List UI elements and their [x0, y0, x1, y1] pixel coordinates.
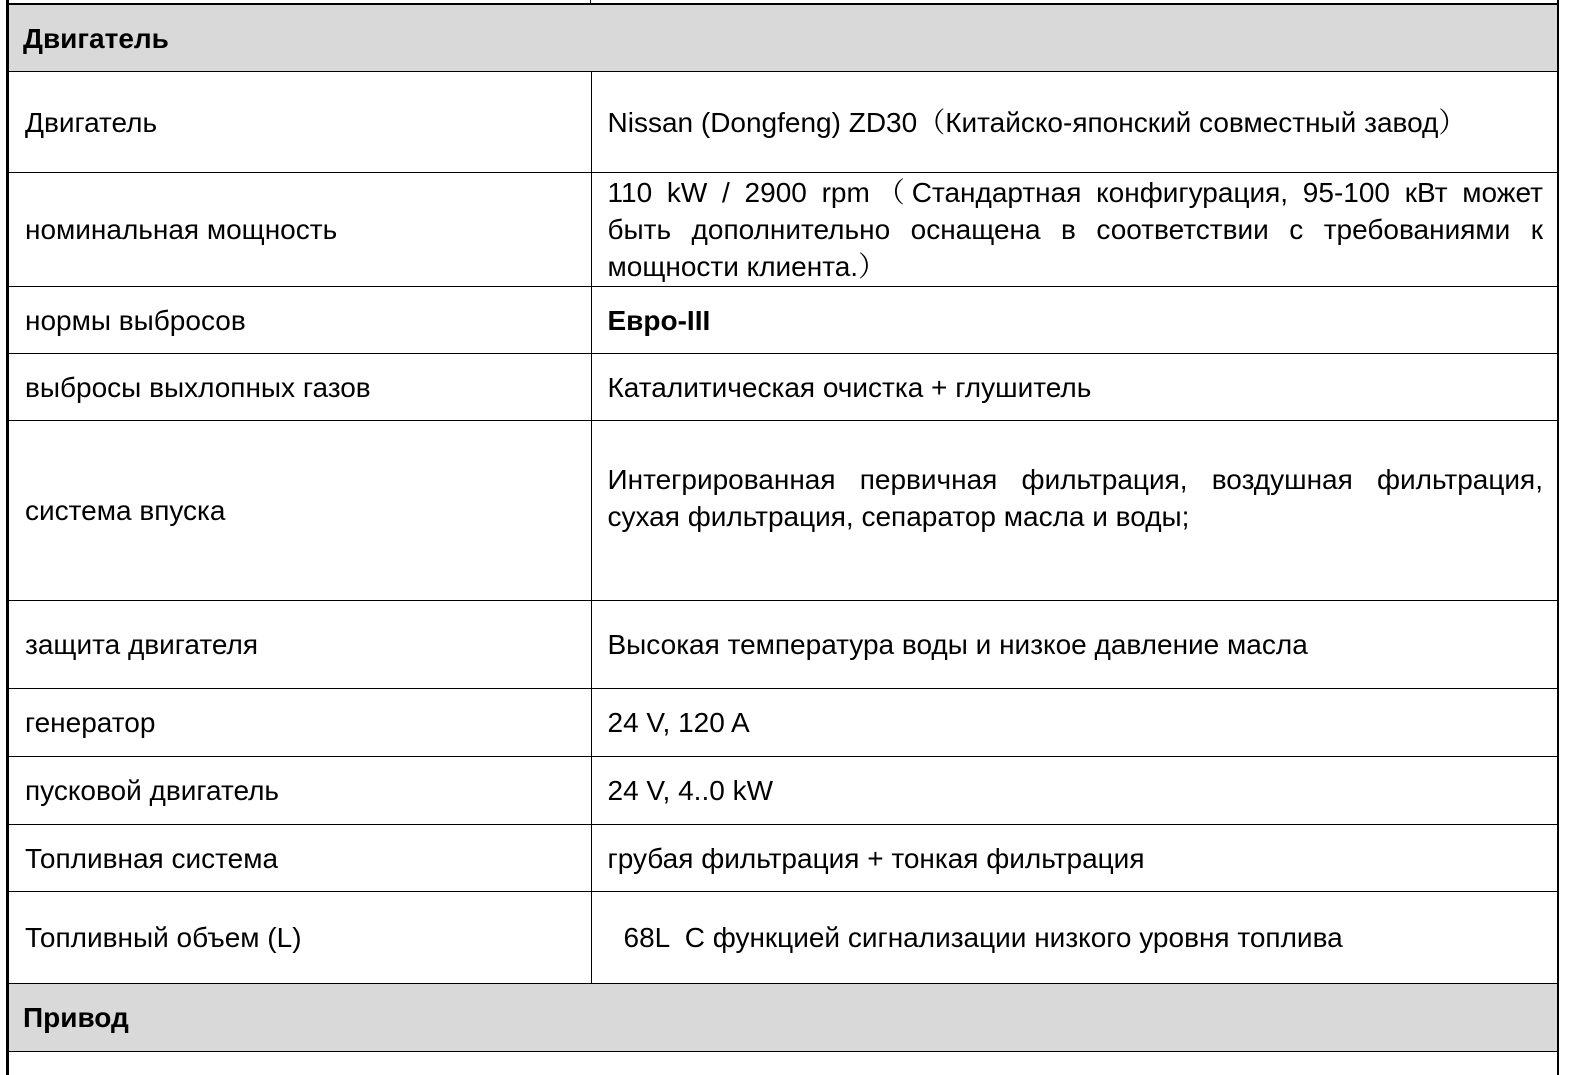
- section-header-drive: [9, 984, 1557, 1052]
- engine-spec-table: [9, 4, 1557, 1052]
- spec-label: Топливная система: [9, 825, 591, 892]
- table-row: [9, 72, 1557, 173]
- table-row: [9, 825, 1557, 892]
- table-row: [9, 421, 1557, 601]
- section-header-engine: [9, 5, 1557, 72]
- table-row: [9, 892, 1557, 984]
- spec-value: Каталитическая очистка + глушитель: [591, 354, 1557, 421]
- spec-value: грубая фильтрация + тонкая фильтрация: [591, 825, 1557, 892]
- spec-label: выбросы выхлопных газов: [9, 354, 591, 421]
- spec-value: Высокая температура воды и низкое давление масла: [591, 601, 1557, 689]
- section-title: Привод: [9, 984, 1557, 1052]
- spec-label: нормы выбросов: [9, 287, 591, 354]
- spec-label: пусковой двигатель: [9, 757, 591, 825]
- spec-value: 24 V, 120 A: [591, 689, 1557, 757]
- table-row: [9, 601, 1557, 689]
- spec-label: система впуска: [9, 421, 591, 601]
- table-row: [9, 287, 1557, 354]
- spec-value: Интегрированная первичная фильтрация, воздушная фильтрация, сухая фильтрация, сепаратор масла и воды;: [591, 421, 1557, 601]
- spec-label: генератор: [9, 689, 591, 757]
- spec-sheet: [6, 0, 1559, 1075]
- spec-value: 68L С функцией сигнализации низкого уровня топлива: [591, 892, 1557, 984]
- spec-label: Топливный объем (L): [9, 892, 591, 984]
- table-row: [9, 173, 1557, 287]
- table-row: [9, 354, 1557, 421]
- spec-label: Двигатель: [9, 72, 591, 173]
- spec-value: Евро-III: [591, 287, 1557, 354]
- table-row: [9, 689, 1557, 757]
- spec-value: Nissan (Dongfeng) ZD30（Китайско-японский совместный завод）: [591, 72, 1557, 173]
- spec-label: защита двигателя: [9, 601, 591, 689]
- spec-value: 24 V, 4..0 kW: [591, 757, 1557, 825]
- spec-label: номинальная мощность: [9, 173, 591, 287]
- section-title: Двигатель: [9, 5, 1557, 72]
- spec-value: 110 kW / 2900 rpm（Стандартная конфигурация, 95-100 кВт может быть дополнительно оснащена в соответствии с требованиями к мощности клиента.）: [591, 173, 1557, 287]
- table-row: [9, 757, 1557, 825]
